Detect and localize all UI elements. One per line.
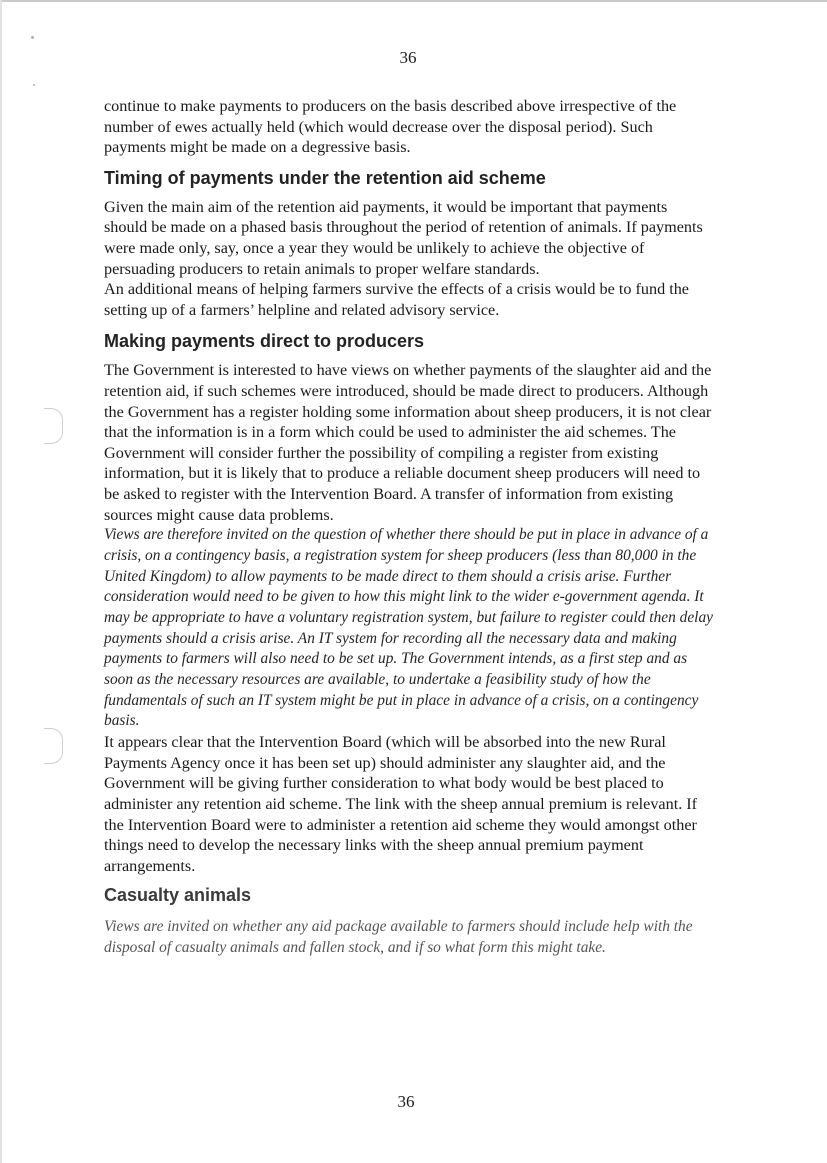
heading-timing-of-payments: Timing of payments under the retention aid scheme bbox=[104, 167, 546, 188]
heading-making-payments-direct: Making payments direct to producers bbox=[104, 331, 425, 352]
scan-edge-left bbox=[0, 0, 2, 1163]
margin-scan-mark bbox=[44, 728, 63, 764]
heading-casualty-animals: Casualty animals bbox=[104, 885, 252, 906]
paragraph-government-views: The Government is interested to have views on whether payments of the slaughter aid and the retention aid, if such schemes were introduced, should be made direct to producers. Although the Government has a register holding some information about sheep producers, it is not clear that the information is in a form which could be used to administer the aid schemes. The Government will consider further the possibility of compiling a register from existing information, but it is likely that to produce a reliable document sheep producers will need to be asked to register with the Intervention Board. A transfer of information from existing sources might cause data problems. bbox=[104, 361, 712, 524]
page-number-top: 36 bbox=[399, 48, 417, 67]
page-number-bottom: 36 bbox=[397, 1092, 415, 1111]
paragraph-views-invited-casualty: Views are invited on whether any aid package available to farmers should include help with the disposal of casualty animals and fallen stock, and if so what form this might take. bbox=[104, 918, 693, 956]
paragraph-views-invited-registration: Views are therefore invited on the question of whether there should be put in place in advance of a crisis, on a contingency basis, a registration system for sheep producers (less than 80,000 in the United Kingdom) to allow payments to be made direct to them should a crisis arise. Further consideration would need to be given to how this might link to the wider e-government agenda. It may be appropriate to have a voluntary registration system, but failure to register could then delay payments should a crisis arise. An IT system for recording all the necessary data and making payments to farmers will also need to be set up. The Government intends, as a first step and as soon as the necessary resources are available, to undertake a feasibility study of how the fundamentals of such an IT system might be put in place in advance of a crisis, on a contingency basis. bbox=[104, 526, 713, 730]
margin-scan-mark bbox=[44, 408, 63, 444]
document-body bbox=[104, 96, 714, 959]
scan-edge-top bbox=[0, 0, 827, 2]
scan-speck bbox=[31, 36, 34, 39]
paragraph-intervention-board: It appears clear that the Intervention Board (which will be absorbed into the new Rural Payments Agency once it has been set up) should administer any slaughter aid, and the Government will be giving further consideration to what body would be best placed to administer any retention aid scheme. The link with the sheep annual premium is relevant. If the Intervention Board were to administer a retention aid scheme they would amongst other things need to develop the necessary links with the sheep annual premium payment arrangements. bbox=[104, 733, 698, 875]
paragraph-continuation: continue to make payments to producers on the basis described above irrespective of the number of ewes actually held (which would decrease over the disposal period). Such payments might be made on a degressive basis. bbox=[104, 97, 677, 157]
paragraph-retention-aid-timing: Given the main aim of the retention aid payments, it would be important that payments should be made on a phased basis throughout the period of retention of animals. If payments were made only, say, once a year they would be unlikely to achieve the objective of persuading producers to retain animals to proper welfare standards. bbox=[104, 197, 703, 278]
paragraph-farmers-helpline: An additional means of helping farmers survive the effects of a crisis would be to fund the setting up of a farmers’ helpline and related advisory service. bbox=[104, 280, 689, 319]
scan-speck bbox=[33, 84, 35, 86]
